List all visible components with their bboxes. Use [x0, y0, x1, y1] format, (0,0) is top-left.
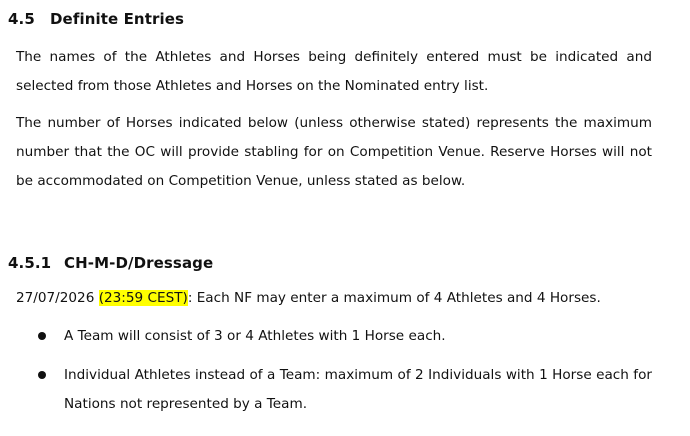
subsection-number: 4.5.1: [8, 254, 52, 272]
bullet-icon: [38, 332, 46, 340]
entry-deadline-line: [16, 284, 652, 313]
section-title: Definite Entries: [50, 10, 185, 28]
section-number: 4.5: [8, 10, 35, 28]
entry-date: 27/07/2026: [16, 290, 95, 306]
entry-limit-text: : Each NF may enter a maximum of 4 Athletes and 4 Horses.: [187, 290, 601, 306]
subsection-title: CH-M-D/Dressage: [64, 254, 214, 272]
bullet-individual-athletes: Individual Athletes instead of a Team: maximum of 2 Individuals with 1 Horse each for Nations not represented by a Team.: [64, 367, 652, 412]
section-heading-4-5: [8, 10, 184, 28]
section-heading-4-5-1: [8, 254, 213, 272]
bullet-team-composition: A Team will consist of 3 or 4 Athletes with 1 Horse each.: [64, 328, 446, 344]
paragraph-nominated-entries: The names of the Athletes and Horses being definitely entered must be indicated and selected from those Athletes and Horses on the Nominated entry list.: [16, 49, 652, 94]
deadline-time-highlight: (23:59 CEST): [98, 290, 188, 306]
bullet-icon: [38, 371, 46, 379]
paragraph-stabling: The number of Horses indicated below (unless otherwise stated) represents the maximum number that the OC will provide stabling for on Competition Venue. Reserve Horses will not be accommodated on Competition Venue, unless stated as below.: [16, 115, 652, 189]
